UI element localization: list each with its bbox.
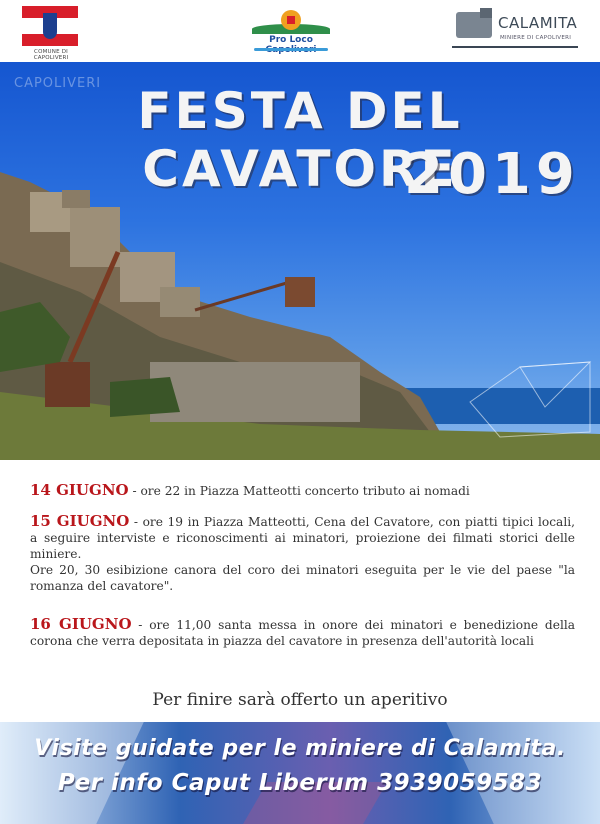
banner-info-phone: Per info Caput Liberum 3939059583: [57, 770, 543, 796]
calamita-name: CALAMITA: [498, 14, 578, 32]
pro-loco-logo: [244, 10, 338, 54]
logo-underline: [452, 46, 578, 48]
comune-logo: [18, 6, 84, 60]
event-extra: Ore 20, 30 esibizione canora del coro dei minatori eseguita per le vie del paese "la romanza del cavatore".: [30, 563, 575, 593]
event-text: - ore 11,00 santa messa in onore dei minatori e benedizione della corona che verra depositata in piazza del cavatore in presenza dell'autorità locali: [30, 618, 576, 648]
event-14-giugno: [30, 482, 575, 499]
poster-year: 2019: [404, 142, 580, 207]
capoliveri-watermark: CAPOLIVERI: [14, 76, 102, 91]
event-text: - ore 22 in Piazza Matteotti concerto tributo ai nomadi: [128, 484, 470, 498]
event-text: - ore 19 in Piazza Matteotti, Cena del Cavatore, con piatti tipici locali, a seguire interviste e riconoscimenti ai minatori, proiezione dei filmati storici delle miniere.: [30, 515, 575, 561]
poster-title: FESTA DEL CAVATORE: [137, 82, 463, 198]
crest-icon: [43, 13, 57, 39]
events-list: [30, 482, 575, 659]
banner-guided-tours: Visite guidate per le miniere di Calamita.: [34, 736, 566, 761]
header: [0, 0, 600, 62]
comune-caption: COMUNE DI CAPOLIVERI: [33, 49, 69, 61]
calamita-sub: MINIERE DI CAPOLIVERI: [500, 35, 572, 41]
truck-icon: [456, 12, 492, 38]
info-banner: [0, 722, 600, 824]
closing-note: Per finire sarà offerto un aperitivo: [152, 690, 448, 710]
event-16-giugno: [30, 616, 575, 649]
event-date: 15 GIUGNO: [30, 512, 130, 530]
event-date: 14 GIUGNO: [30, 481, 129, 499]
pro-loco-text: Pro Loco: [269, 35, 313, 45]
wave-icon: [254, 48, 328, 51]
event-date: 16 GIUGNO: [30, 615, 132, 633]
event-15-giugno: [30, 513, 575, 594]
calamita-logo: [452, 8, 582, 54]
mine-photo: [0, 62, 600, 460]
flag-icon: [22, 6, 78, 46]
sun-icon: [281, 10, 301, 30]
